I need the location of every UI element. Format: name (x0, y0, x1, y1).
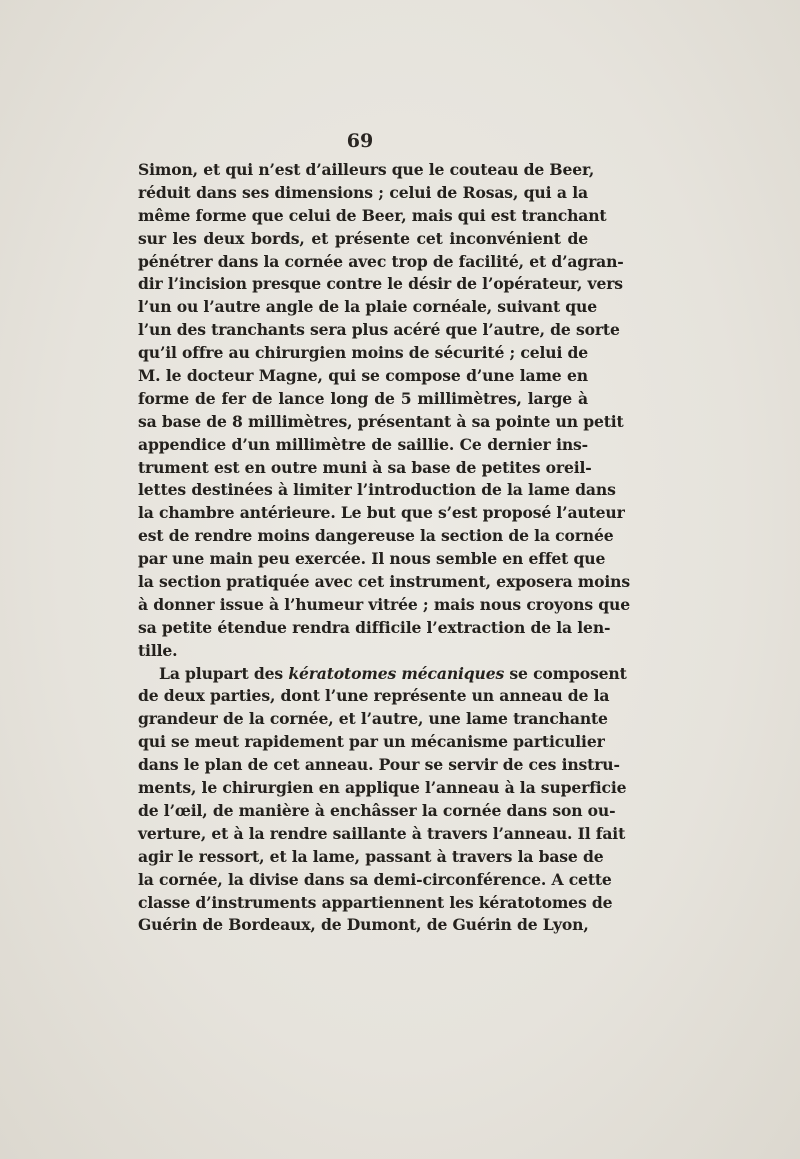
text-line: trument est en outre muni à sa base de petites oreil- (138, 457, 592, 477)
text-line: la cornée, la divise dans sa demi-circonférence. A cette (138, 869, 612, 889)
text-line: lettes destinées à limiter l’introduction de la lame dans (138, 480, 616, 500)
text-line: forme de fer de lance long de 5 millimètres, large à (138, 388, 588, 408)
text-segment: La plupart des (159, 663, 289, 683)
text-line: l’un ou l’autre angle de la plaie cornéale, suivant que (138, 297, 597, 317)
text-line: appendice d’un millimètre de saillie. Ce dernier ins- (138, 434, 588, 454)
body-text (138, 159, 630, 937)
text-segment: se composent (504, 663, 627, 683)
text-line: sur les deux bords, et présente cet inconvénient de (138, 228, 588, 248)
text-line: verture, et à la rendre saillante à travers l’anneau. Il fait (138, 823, 626, 843)
text-line: grandeur de la cornée, et l’autre, une lame tranchante (138, 709, 608, 729)
text-line: pénétrer dans la cornée avec trop de facilité, et d’agran- (138, 251, 624, 271)
text-line: ments, le chirurgien en applique l’anneau à la superficie (138, 778, 627, 798)
text-line: la chambre antérieure. Le but que s’est proposé l’auteur (138, 503, 625, 523)
text-line: par une main peu exercée. Il nous semble en effet que (138, 549, 606, 569)
text-line: même forme que celui de Beer, mais qui est tranchant (138, 205, 607, 225)
text-line: qui se meut rapidement par un mécanisme particulier (138, 732, 605, 752)
text-line: de l’œil, de manière à enchâsser la cornée dans son ou- (138, 800, 616, 820)
text-line: réduit dans ses dimensions ; celui de Rosas, qui a la (138, 182, 588, 202)
text-line: Simon, et qui n’est d’ailleurs que le couteau de Beer, (138, 160, 595, 179)
text-line: M. le docteur Magne, qui se compose d’une lame en (138, 366, 588, 386)
text-line: classe d’instruments appartiennent les kératotomes de (138, 892, 613, 912)
text-line: Guérin de Bordeaux, de Dumont, de Guérin de Lyon, (138, 915, 589, 935)
page-number: 69 (346, 130, 374, 152)
text-line: de deux parties, dont l’une représente un anneau de la (138, 686, 610, 706)
text-line: qu’il offre au chirurgien moins de sécurité ; celui de (138, 343, 589, 363)
text-line: sa base de 8 millimètres, présentant à sa pointe un petit (138, 411, 624, 431)
text-line: est de rendre moins dangereuse la section de la cornée (138, 526, 614, 546)
text-line: dir l’incision presque contre le désir de l’opérateur, vers (138, 274, 623, 294)
text-line: dans le plan de cet anneau. Pour se servir de ces instru- (138, 755, 620, 775)
paragraph-start-line (138, 663, 627, 686)
text-line: la section pratiquée avec cet instrument, exposera moins (138, 572, 630, 592)
text-line: agir le ressort, et la lame, passant à travers la base de (138, 846, 604, 866)
text-line: à donner issue à l’humeur vitrée ; mais nous croyons que (138, 594, 630, 614)
text-line: l’un des tranchants sera plus acéré que l’autre, de sorte (138, 320, 620, 340)
text-line: tille. (138, 640, 178, 660)
italic-term: kératotomes mécaniques (288, 663, 505, 683)
text-line: sa petite étendue rendra difficile l’extraction de la len- (138, 617, 611, 637)
